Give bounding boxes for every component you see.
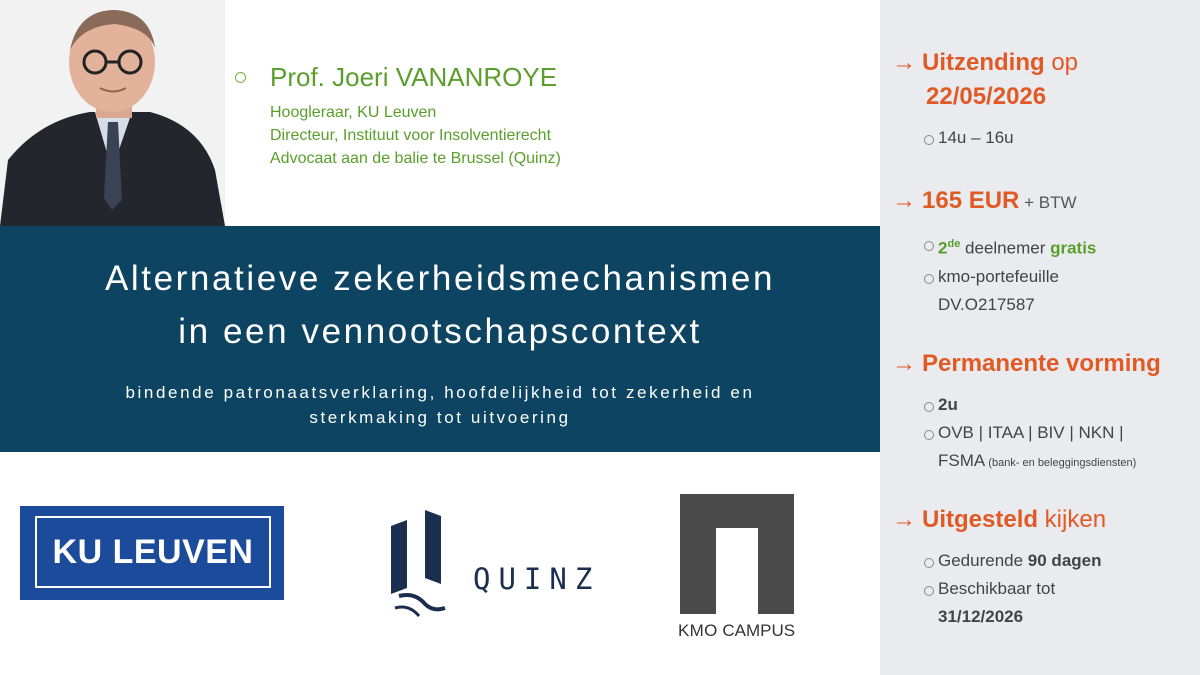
ku-leuven-logo (20, 506, 284, 600)
training-bodies: OVB | ITAA | BIV | NKN | FSMA (bank- en beleggingsdiensten) (924, 419, 1200, 477)
speaker-info (235, 62, 561, 170)
quinz-logo-text: QUINZ (473, 562, 601, 596)
course-title-line: in een vennootschapscontext (178, 312, 702, 351)
course-subtitle-line: bindende patronaatsverklaring, hoofdelijkheid tot zekerheid en (125, 383, 755, 402)
course-title (0, 226, 880, 358)
quinz-mark-icon (385, 508, 465, 624)
delayed-heading: → Uitgesteld kijken (892, 505, 1107, 533)
kmo-campus-logo-text: KMO CAMPUS (678, 621, 796, 640)
kmo-campus-mark-icon (680, 494, 794, 614)
title-banner (0, 226, 880, 452)
course-subtitle (0, 380, 880, 430)
speaker-role: Directeur, Instituut voor Insolventierecht (270, 127, 552, 144)
broadcast-items (924, 124, 1200, 152)
delayed-items (924, 547, 1200, 631)
arrow-right-icon: → (892, 349, 916, 377)
circle-bullet-icon (235, 72, 246, 83)
speaker-name: Prof. Joeri VANANROYE (270, 62, 558, 92)
training-items (924, 391, 1200, 477)
ku-leuven-logo-text: KU LEUVEN (35, 516, 271, 588)
price-items (924, 230, 1200, 319)
broadcast-heading: → Uitzending op 22/05/2026 (892, 46, 1200, 114)
course-title-line: Alternatieve zekerheidsmechanismen (104, 259, 776, 298)
broadcast-date: 22/05/2026 (926, 83, 1047, 110)
broadcast-time: 14u – 16u (924, 124, 1200, 152)
speaker-role: Hoogleraar, KU Leuven (270, 104, 437, 121)
arrow-right-icon: → (892, 505, 916, 533)
course-subtitle-line: sterkmaking tot uitvoering (309, 408, 571, 427)
price-heading: → 165 EUR + BTW (892, 187, 1077, 214)
delayed-available: Beschikbaar tot 31/12/2026 (924, 575, 1200, 631)
second-participant: 2de deelnemer gratis (924, 230, 1200, 263)
delayed-duration: Gedurende 90 dagen (924, 547, 1200, 575)
info-sidebar (880, 0, 1200, 675)
kmo-portfolio: kmo-portefeuille DV.O217587 (924, 263, 1200, 319)
training-hours: 2u (924, 391, 1200, 419)
kmo-campus-logo (678, 494, 796, 642)
speaker-roles (270, 101, 561, 170)
arrow-right-icon: → (892, 49, 916, 76)
speaker-photo (0, 0, 225, 226)
training-heading: → Permanente vorming (892, 349, 1161, 377)
arrow-right-icon: → (892, 187, 916, 214)
speaker-role: Advocaat aan de balie te Brussel (Quinz) (270, 150, 561, 167)
quinz-logo (385, 508, 601, 624)
